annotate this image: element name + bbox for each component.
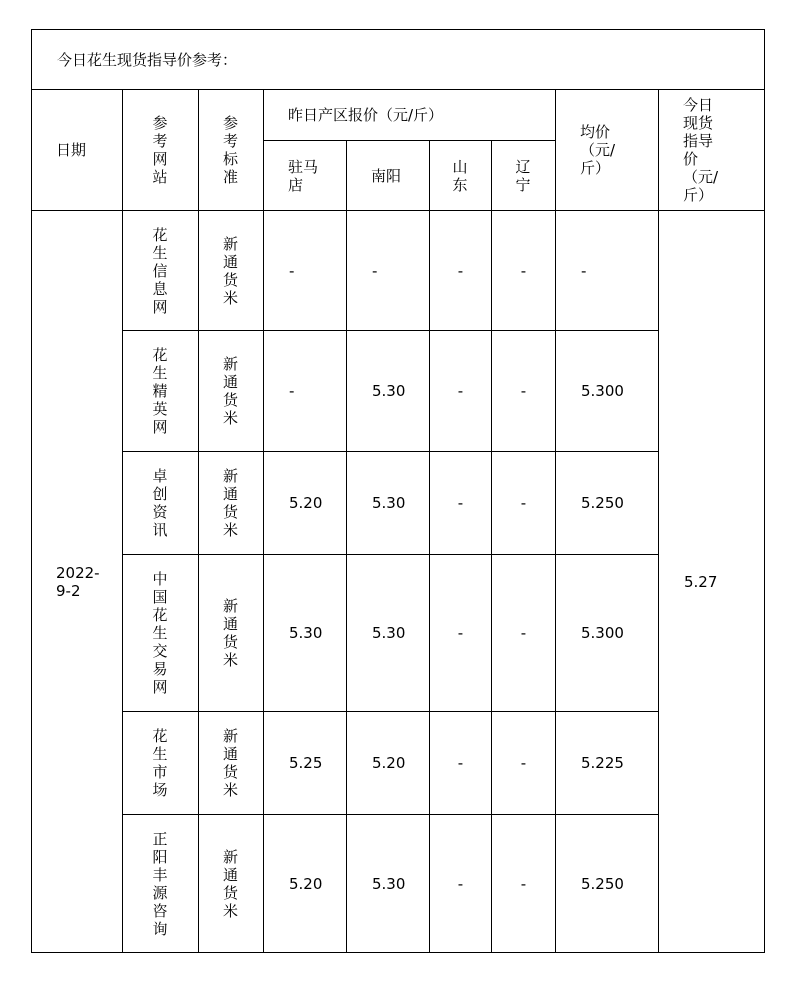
price-ln: - — [492, 555, 556, 712]
price-avg: 5.225 — [556, 712, 659, 815]
standard-cell — [199, 211, 264, 331]
header-region-sd-label: 山东 — [452, 157, 468, 194]
price-ln: - — [492, 331, 556, 452]
standard-cell — [199, 815, 264, 953]
header-row-1 — [32, 90, 765, 141]
price-zmd: - — [264, 331, 347, 452]
price-ny: 5.30 — [347, 331, 430, 452]
table-row — [32, 815, 765, 953]
standard-value: 新通货米 — [223, 597, 239, 669]
site-name: 花生信息网 — [152, 225, 168, 316]
price-sd: - — [430, 555, 492, 712]
price-ny: - — [347, 211, 430, 331]
standard-cell — [199, 555, 264, 712]
header-region-ln-label: 辽宁 — [515, 157, 531, 194]
header-standard-label: 参考标准 — [223, 114, 239, 186]
price-sd: - — [430, 331, 492, 452]
price-sd: - — [430, 211, 492, 331]
price-zmd: 5.30 — [264, 555, 347, 712]
price-zmd: 5.20 — [264, 452, 347, 555]
site-cell — [123, 815, 199, 953]
header-region-zmd — [264, 141, 347, 211]
header-region-ny — [347, 141, 430, 211]
today-price-value: 5.27 — [684, 572, 718, 591]
header-region-sd — [430, 141, 492, 211]
site-name: 卓创资讯 — [152, 467, 168, 539]
table-row — [32, 211, 765, 331]
price-ln: - — [492, 211, 556, 331]
standard-value: 新通货米 — [223, 234, 239, 307]
header-yesterday-price-label: 昨日产区报价（元/斤） — [288, 106, 444, 124]
table-row — [32, 452, 765, 555]
site-cell — [123, 712, 199, 815]
price-zmd: 5.20 — [264, 815, 347, 953]
price-avg: 5.300 — [556, 331, 659, 452]
header-region-ny-label: 南阳 — [371, 166, 402, 185]
site-cell — [123, 211, 199, 331]
site-name: 中国花生交易网 — [152, 570, 168, 696]
header-date — [32, 90, 123, 211]
header-site — [123, 90, 199, 211]
price-ln: - — [492, 815, 556, 953]
site-cell — [123, 452, 199, 555]
table-row — [32, 555, 765, 712]
price-ny: 5.30 — [347, 555, 430, 712]
standard-value: 新通货米 — [223, 355, 239, 427]
table-title: 今日花生现货指导价参考： — [32, 30, 765, 90]
today-price-cell — [659, 211, 765, 953]
price-ny: 5.20 — [347, 712, 430, 815]
price-zmd: - — [264, 211, 347, 331]
price-zmd: 5.25 — [264, 712, 347, 815]
header-yesterday-price — [264, 90, 556, 141]
price-avg: 5.300 — [556, 555, 659, 712]
standard-value: 新通货米 — [223, 727, 239, 799]
header-site-label: 参考网站 — [152, 114, 168, 186]
header-today-price-label: 今日现货指导价（元/斤） — [683, 96, 719, 204]
header-date-label: 日期 — [56, 141, 87, 159]
price-ln: - — [492, 712, 556, 815]
price-sd: - — [430, 712, 492, 815]
site-cell — [123, 331, 199, 452]
site-name: 花生精英网 — [152, 346, 168, 436]
date-value: 2022-9-2 — [56, 563, 100, 600]
standard-cell — [199, 712, 264, 815]
header-region-zmd-label: 驻马店 — [288, 157, 319, 194]
price-avg: 5.250 — [556, 452, 659, 555]
price-sd: - — [430, 452, 492, 555]
standard-cell — [199, 331, 264, 452]
price-ny: 5.30 — [347, 815, 430, 953]
site-name: 正阳丰源咨询 — [152, 829, 168, 938]
title-row — [32, 30, 765, 90]
header-today-price — [659, 90, 765, 211]
header-region-ln — [492, 141, 556, 211]
price-sd: - — [430, 815, 492, 953]
standard-value: 新通货米 — [223, 847, 239, 920]
header-standard — [199, 90, 264, 211]
price-guide-table — [31, 29, 765, 953]
table-row — [32, 331, 765, 452]
header-avg-label: 均价（元/斤） — [580, 123, 616, 177]
standard-value: 新通货米 — [223, 467, 239, 539]
price-ny: 5.30 — [347, 452, 430, 555]
price-avg: 5.250 — [556, 815, 659, 953]
standard-cell — [199, 452, 264, 555]
price-avg: - — [556, 211, 659, 331]
date-cell — [32, 211, 123, 953]
site-name: 花生市场 — [152, 727, 168, 799]
site-cell — [123, 555, 199, 712]
header-avg — [556, 90, 659, 211]
table-row — [32, 712, 765, 815]
price-ln: - — [492, 452, 556, 555]
